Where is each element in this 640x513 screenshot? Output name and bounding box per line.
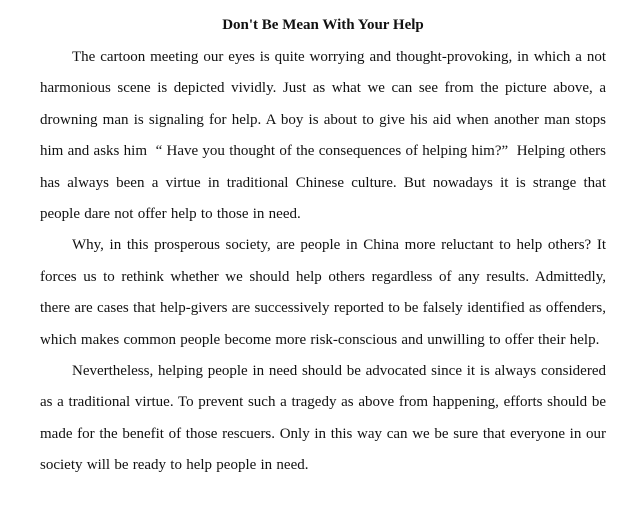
essay-document bbox=[40, 12, 606, 482]
paragraph-2: Why, in this prosperous society, are people in China more reluctant to help others? It forces us to rethink whether we should help others regardless of any results. Admittedly, there are cases that help-givers are successively reported to be falsely identified as offenders, which makes common people become more risk-conscious and unwilling to offer their help. bbox=[40, 237, 606, 348]
paragraph-1: The cartoon meeting our eyes is quite worrying and thought-provoking, in which a not harmonious scene is depicted vividly. Just as what we can see from the picture above, a drowning man is signaling for help. A boy is about to give his aid when another man stops him and asks him “ Have you thought of the consequences of helping him?” Helping others has always been a virtue in traditional Chinese culture. But nowadays it is strange that people dare not offer help to those in need. bbox=[40, 49, 606, 223]
paragraph-3: Nevertheless, helping people in need should be advocated since it is always considered as a traditional virtue. To prevent such a tragedy as above from happening, efforts should be made for the benefit of those rescuers. Only in this way can we be sure that everyone in our society will be ready to help people in need. bbox=[40, 363, 606, 474]
essay-title: Don't Be Mean With Your Help bbox=[222, 17, 424, 33]
